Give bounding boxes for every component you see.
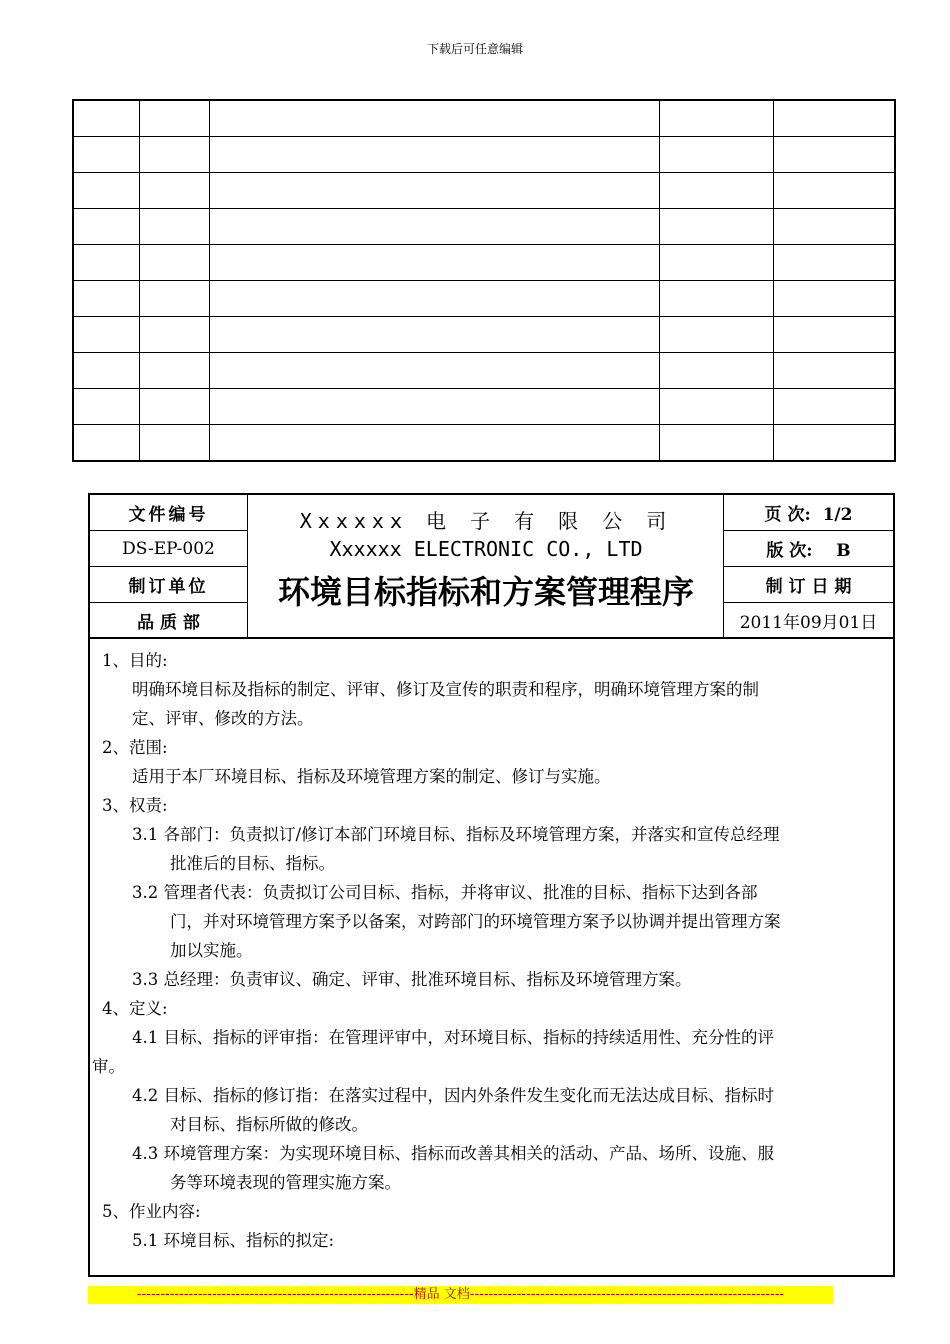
paragraph: 对目标、指标所做的修改。	[170, 1115, 368, 1134]
table-row	[73, 245, 895, 281]
paragraph: 审。	[92, 1057, 125, 1076]
paragraph: 4.2 目标、指标的修订指：在落实过程中，因内外条件发生变化而无法达成目标、指标时	[132, 1086, 774, 1105]
table-row	[73, 317, 895, 353]
section-heading: 1、目的:	[102, 651, 168, 670]
document-title: 环境目标指标和方案管理程序	[277, 573, 694, 611]
footer-banner: -----------------------------------------------------------精品 文档-------------------------------------------------------------------	[88, 1286, 833, 1304]
dept-label: 制订单位	[128, 577, 209, 597]
doc-number: DS-EP-002	[122, 538, 215, 559]
dept: 品 质 部	[137, 613, 200, 633]
table-row	[73, 425, 895, 462]
date-label: 制 订 日 期	[765, 577, 852, 597]
document-body	[88, 639, 895, 1277]
table-row	[73, 100, 895, 137]
paragraph: 3.2 管理者代表：负责拟订公司目标、指标，并将审议、批准的目标、指标下达到各部	[132, 883, 758, 902]
company-name-en: Xxxxxx ELECTRONIC CO., LTD	[329, 537, 643, 561]
paragraph: 务等环境表现的管理实施方案。	[170, 1173, 401, 1192]
date: 2011年09月01日	[739, 613, 878, 633]
paragraph: 明确环境目标及指标的制定、评审、修订及宣传的职责和程序，明确环境管理方案的制	[132, 680, 759, 699]
section-heading: 4、定义:	[102, 999, 168, 1018]
table-row	[73, 137, 895, 173]
revision-table	[72, 99, 896, 462]
table-row	[73, 353, 895, 389]
paragraph: 加以实施。	[170, 941, 253, 960]
table-row	[73, 389, 895, 425]
company-name-cn: Xxxxxx 电 子 有 限 公 司	[299, 509, 673, 533]
top-note: 下载后可任意编辑	[426, 42, 523, 56]
paragraph: 4.3 环境管理方案：为实现环境目标、指标而改善其相关的活动、产品、场所、设施、服	[132, 1144, 774, 1163]
table-row	[73, 281, 895, 317]
section-heading: 2、范围:	[102, 738, 168, 757]
paragraph: 批准后的目标、指标。	[170, 854, 335, 873]
section-heading: 5、作业内容:	[102, 1202, 201, 1221]
document-header	[88, 493, 895, 639]
paragraph: 3.1 各部门：负责拟订/修订本部门环境目标、指标及环境管理方案，并落实和宣传总经理	[132, 825, 780, 844]
paragraph: 5.1 环境目标、指标的拟定:	[132, 1231, 335, 1250]
doc-number-label: 文件编号	[128, 505, 209, 525]
paragraph: 定、评审、修改的方法。	[132, 709, 314, 728]
version: 版 次: B	[766, 541, 851, 561]
paragraph: 适用于本厂环境目标、指标及环境管理方案的制定、修订与实施。	[132, 767, 611, 786]
table-row	[73, 209, 895, 245]
section-heading: 3、权责:	[102, 796, 168, 815]
paragraph: 门，并对环境管理方案予以备案，对跨部门的环境管理方案予以协调并提出管理方案	[170, 912, 781, 931]
table-row	[73, 173, 895, 209]
paragraph: 3.3 总经理：负责审议、确定、评审、批准环境目标、指标及环境管理方案。	[132, 970, 692, 989]
page-number: 页 次: 1/2	[764, 505, 853, 525]
paragraph: 4.1 目标、指标的评审指：在管理评审中，对环境目标、指标的持续适用性、充分性的评	[132, 1028, 774, 1047]
